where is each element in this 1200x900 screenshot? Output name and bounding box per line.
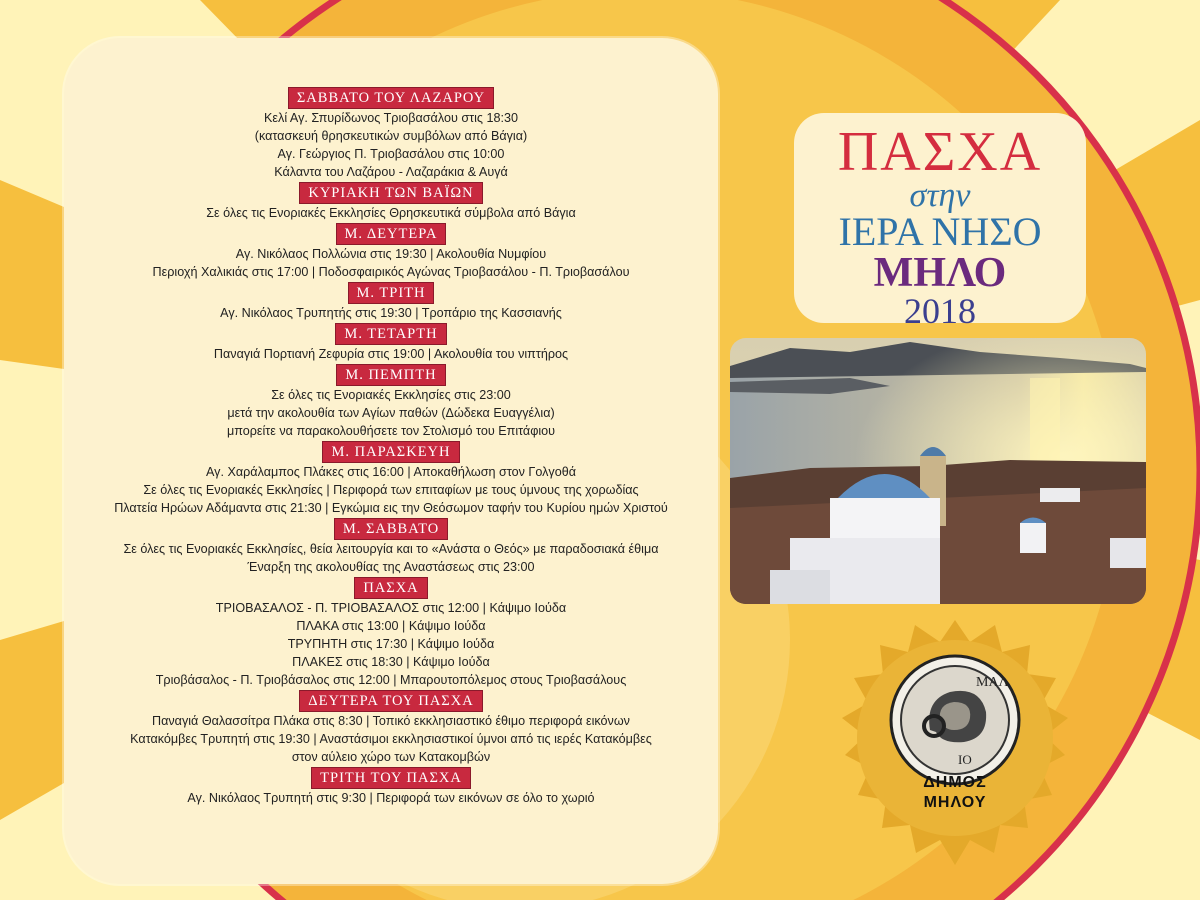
section-heading: ΚΥΡΙΑΚΗ ΤΩΝ ΒΑΪΩΝ: [299, 182, 482, 204]
easter-schedule: [64, 86, 718, 807]
event-line: ΠΛΑΚΑ στις 13:00 | Κάψιμο Ιούδα: [296, 619, 486, 633]
event-line: Κάλαντα του Λαζάρου - Λαζαράκια & Αυγά: [274, 165, 508, 179]
title-stin: στην: [909, 177, 971, 214]
section-heading: ΣΑΒΒΑΤΟ ΤΟΥ ΛΑΖΑΡΟΥ: [288, 87, 494, 109]
event-line: Αγ. Νικόλαος Τρυπητή στις 9:30 | Περιφορά των εικόνων σε όλο το χωριό: [187, 791, 595, 805]
seal-label-line2: ΜΗΛΟΥ: [923, 794, 987, 811]
schedule-section: [64, 363, 718, 440]
event-line: Παναγιά Πορτιανή Ζεφυρία στις 19:00 | Ακολουθία του νιπτήρος: [213, 347, 569, 361]
schedule-section: [64, 766, 718, 807]
schedule-section: [64, 322, 718, 363]
milos-coin-seal-icon: [830, 620, 1080, 870]
section-heading: ΔΕΥΤΕΡΑ ΤΟΥ ΠΑΣΧΑ: [299, 690, 482, 712]
event-line: Αγ. Νικόλαος Τρυπητής στις 19:30 | Τροπάριο της Κασσιανής: [220, 306, 562, 320]
municipality-seal: [830, 620, 1080, 870]
title-milo: ΜΗΛΟ: [873, 250, 1007, 296]
schedule-section: [64, 517, 718, 576]
milos-church-sunset-photo: [730, 338, 1146, 604]
event-line: Πλατεία Ηρώων Αδάμαντα στις 21:30 | Εγκώμια εις την Θεόσωμον ταφήν του Κυρίου ημών Χριστού: [114, 501, 668, 515]
section-heading: Μ. ΤΕΤΑΡΤΗ: [335, 323, 446, 345]
event-line: Αγ. Χαράλαμπος Πλάκες στις 16:00 | Αποκαθήλωση στον Γολγοθά: [206, 465, 576, 479]
event-line: Παναγιά Θαλασσίτρα Πλάκα στις 8:30 | Τοπικό εκκλησιαστικό έθιμο περιφορά εικόνων: [152, 714, 630, 728]
event-line: Αγ. Νικόλαος Πολλώνια στις 19:30 | Ακολουθία Νυμφίου: [235, 247, 547, 261]
event-line: στον αύλειο χώρο των Κατακομβών: [291, 750, 491, 764]
schedule-section: [64, 576, 718, 689]
schedule-section: [64, 689, 718, 766]
section-heading: Μ. ΠΑΡΑΣΚΕΥΗ: [322, 441, 459, 463]
event-line: Κατακόμβες Τρυπητή στις 19:30 | Αναστάσιμοι εκκλησιαστικοί ύμνοι από τις ιερές Κατακόμβες: [130, 732, 652, 746]
schedule-section: [64, 281, 718, 322]
title-box: [794, 113, 1086, 331]
event-line: Σε όλες τις Ενοριακές Εκκλησίες | Περιφορά των επιταφίων με τους ύμνους της χορωδίας: [143, 483, 639, 497]
section-heading: Μ. ΔΕΥΤΕΡΑ: [336, 223, 447, 245]
event-line: Κελί Αγ. Σπυρίδωνος Τριοβασάλου στις 18:30: [264, 111, 518, 125]
section-heading: Μ. ΣΑΒΒΑΤΟ: [334, 518, 448, 540]
schedule-section: [64, 222, 718, 281]
seal-label-line1: ΔΗΜΟΣ: [923, 774, 987, 791]
title-pascha: ΠΑΣΧΑ: [837, 121, 1043, 183]
event-line: μετά την ακολουθία των Αγίων παθών (Δώδεκα Ευαγγέλια): [227, 406, 555, 420]
schedule-section: [64, 440, 718, 517]
title-iera-niso: ΙΕΡΑ ΝΗΣΟ: [838, 209, 1042, 254]
event-line: ΠΛΑΚΕΣ στις 18:30 | Κάψιμο Ιούδα: [292, 655, 490, 669]
section-heading: ΤΡΙΤΗ ΤΟΥ ΠΑΣΧΑ: [311, 767, 471, 789]
event-line: Περιοχή Χαλικιάς στις 17:00 | Ποδοσφαιρικός Αγώνας Τριοβασάλου - Π. Τριοβασάλου: [152, 265, 630, 279]
title-year: 2018: [904, 291, 976, 331]
event-line: ΤΡΥΠΗΤΗ στις 17:30 | Κάψιμο Ιούδα: [287, 637, 495, 651]
section-heading: ΠΑΣΧΑ: [354, 577, 427, 599]
event-line: Σε όλες τις Ενοριακές Εκκλησίες Θρησκευτικά σύμβολα από Βάγια: [206, 206, 576, 220]
seal-label: [830, 773, 1080, 813]
event-line: Έναρξη της ακολουθίας της Αναστάσεως στις 23:00: [247, 560, 535, 574]
event-line: Σε όλες τις Ενοριακές Εκκλησίες, θεία λειτουργία και το «Ανάστα ο Θεός» με παραδοσιακά έθιμα: [123, 542, 659, 556]
coin-text: ΜΑΛ: [976, 675, 1009, 690]
section-heading: Μ. ΠΕΜΠΤΗ: [336, 364, 445, 386]
event-line: Αγ. Γεώργιος Π. Τριοβασάλου στις 10:00: [277, 147, 505, 161]
schedule-section: [64, 181, 718, 222]
section-heading: Μ. ΤΡΙΤΗ: [348, 282, 435, 304]
svg-text:ΙΟ: ΙΟ: [958, 752, 972, 767]
event-line: Σε όλες τις Ενοριακές Εκκλησίες στις 23:00: [271, 388, 511, 402]
event-line: Τριοβάσαλος - Π. Τριοβάσαλος στις 12:00 | Μπαρουτοπόλεμος στους Τριοβασάλους: [155, 673, 627, 687]
schedule-section: [64, 86, 718, 181]
event-line: (κατασκευή θρησκευτικών συμβόλων από Βάγια): [254, 129, 528, 143]
event-line: ΤΡΙΟΒΑΣΑΛΟΣ - Π. ΤΡΙΟΒΑΣΑΛΟΣ στις 12:00 | Κάψιμο Ιούδα: [215, 601, 567, 615]
event-line: μπορείτε να παρακολουθήσετε τον Στολισμό του Επιτάφιου: [226, 424, 556, 438]
